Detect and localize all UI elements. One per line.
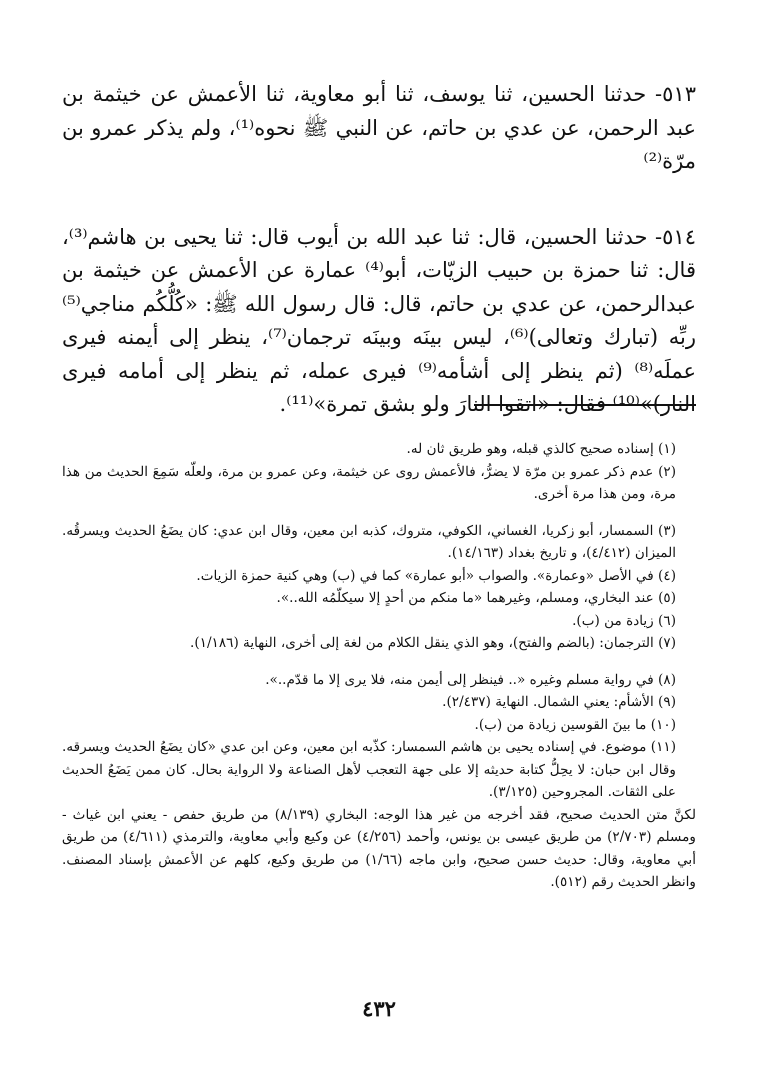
footnote-10: (١٠) ما بينَ القوسين زيادة من (ب). [474, 716, 676, 733]
page-number: ٤٣٢ [362, 996, 396, 1021]
hadith-513: ٥١٣- حدثنا الحسين، ثنا يوسف، ثنا أبو معاوية، ثنا الأعمش عن خيثمة بن عبد الرحمن، عن عدي بن حاتم، عن النبي ﷺ نحوه⁽¹⁾، ولم يذكر عمرو بن مرّة⁽²⁾ [62, 82, 696, 173]
footnote-11: (١١) موضوع. في إسناده يحيى بن هاشم السمسار: كذّبه ابن معين، وعن ابن عدي «كان يضَعُ الحديث ويسرقه. وقال ابن حبان: لا يحِلُّ كتابة حديثه إلا على جهة التعجب لأهل الصناعة ولا الرواية بحال. كان ممن يَضَعُ الحديث على الثقات. المجروحين (٣/١٢٥). [62, 739, 676, 800]
footnote-6: (٦) زيادة من (ب). [572, 612, 676, 629]
footnote-11-continued: لكنَّ متن الحديث صحيح، فقد أخرجه من غير هذا الوجه: البخاري (٨/١٣٩) من طريق حفص - يعني ابن غياث - ومسلم (٢/٧٠٣) من طريق عيسى بن يونس، وأحمد (٤/٢٥٦) عن وكيع وأبي معاوية، والترمذي (٤/٦١١) من طريق أبي معاوية، وقال: حديث حسن صحيح، وابن ماجه (١/٦٦) من طريق وكيع، كلهم عن الأعمش بإسناد المصنف. وانظر الحديث رقم (٥١٢). [62, 806, 697, 890]
footnote-7: (٧) الترجمان: (بالضم والفتح)، وهو الذي ينقل الكلام من لغة إلى أخرى، النهاية (١/١٨٦). [190, 635, 676, 651]
footnote-5: (٥) عند البخاري، ومسلم، وغيرهما «ما منكم من أحدٍ إلا سيكلّمُه الله..». [276, 590, 676, 606]
footnotes [62, 438, 696, 894]
footnote-2: (٢) عدم ذكر عمرو بن مرّة لا يضرُّ، فالأعمش روى عن خيثمة، وعن عمرو بن مرة، ولعلّه سَمِعَ الحديث من هذا مرة، ومن هذا مرة أخرى. [62, 463, 676, 502]
footnote-8: (٨) في رواية مسلم وغيره «.. فينظر إلى أيمن منه، فلا يرى إلا ما قدّم..». [265, 671, 676, 688]
footnote-separator [474, 404, 696, 406]
footnote-9: (٩) الأشأم: يعني الشمال. النهاية (٢/٤٣٧). [442, 694, 676, 710]
footnote-4: (٤) في الأصل «وعمارة». والصواب «أبو عمارة» كما في (ب) وهي كنية حمزة الزيات. [196, 567, 676, 584]
hadith-514: ٥١٤- حدثنا الحسين، قال: ثنا عبد الله بن أيوب قال: ثنا يحيى بن هاشم⁽³⁾، قال: ثنا حمزة بن حبيب الزيّات، أبو⁽⁴⁾ عمارة عن الأعمش عن خيثمة بن عبدالرحمن، عن عدي بن حاتم، قال: قال رسول الله ﷺ: «كُلُّكُم مناجي⁽⁵⁾ ربِّه (تبارك وتعالى)⁽⁶⁾، ليس بينَه وبينَه ترجمان⁽⁷⁾، ينظر إلى أيمنه فيرى عملَه⁽⁸⁾ (ثم ينظر إلى أشأمه⁽⁹⁾ فيرى عمله، ثم ينظر إلى أمامه فيرى النار)»⁽¹⁰⁾ فقال: «اتقوا النارَ ولو بشق تمرة»⁽¹¹⁾. [62, 224, 696, 416]
main-text [62, 78, 696, 422]
footnote-1: (١) إسناده صحيح كالذي قبله، وهو طريق ثان له. [406, 441, 676, 457]
footnote-3: (٣) السمسار، أبو زكريا، الغساني، الكوفي، متروك، كذبه ابن معين، وقال ابن عدي: كان يضَعُ الحديث ويسرقُه. الميزان (٤/٤١٢)، و تاريخ بغداد (١٤/١٦٣). [62, 522, 676, 561]
